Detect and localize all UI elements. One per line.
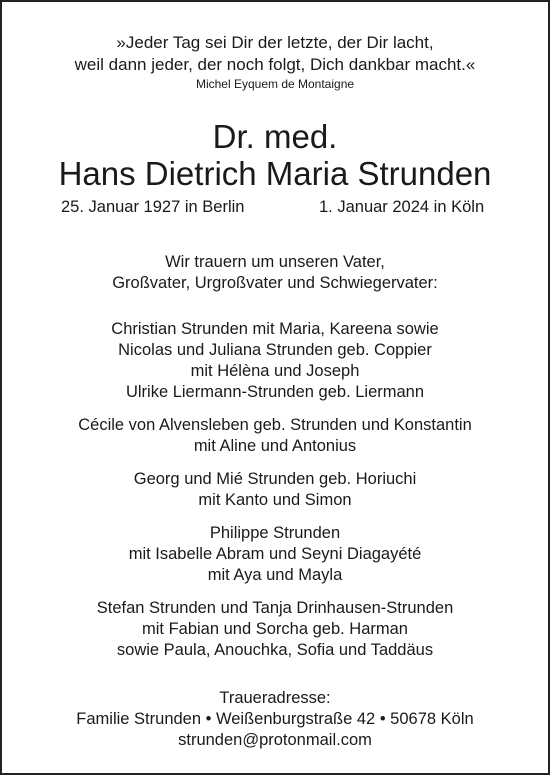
- email-address: strunden@protonmail.com: [178, 731, 372, 749]
- mourner-line: mit Hélèna und Joseph: [190, 362, 360, 380]
- intro-line: Wir trauern um unseren Vater,: [165, 253, 385, 271]
- quote-line: weil dann jeder, der noch folgt, Dich dankbar macht.«: [74, 55, 476, 74]
- mourner-line: Philippe Strunden: [209, 524, 341, 542]
- mourner-line: mit Aline und Antonius: [193, 437, 357, 455]
- quote-line: »Jeder Tag sei Dir der letzte, der Dir lacht,: [116, 33, 434, 52]
- mourner-line: Cécile von Alvensleben geb. Strunden und Konstantin: [78, 416, 472, 434]
- mourner-line: mit Kanto und Simon: [198, 491, 352, 509]
- mourning-intro: [0, 252, 550, 294]
- death-date: 1. Januar 2024 in Köln: [319, 198, 485, 216]
- mourner-group-3: [0, 469, 550, 511]
- deceased-name-heading: [0, 118, 550, 192]
- mourner-line: Nicolas und Juliana Strunden geb. Coppier: [118, 341, 432, 359]
- deceased-name: Hans Dietrich Maria Strunden: [58, 155, 492, 192]
- mourner-line: mit Aya und Mayla: [207, 566, 343, 584]
- mourner-line: mit Isabelle Abram und Seyni Diagayété: [128, 545, 422, 563]
- condolence-address: [0, 688, 550, 751]
- intro-line: Großvater, Urgroßvater und Schwiegervater:: [112, 274, 438, 292]
- mourner-line: Christian Strunden mit Maria, Kareena sowie: [111, 320, 439, 338]
- memorial-quote: [0, 32, 550, 76]
- mourner-line: sowie Paula, Anouchka, Sofia und Taddäus: [116, 641, 434, 659]
- mourner-group-4: [0, 523, 550, 586]
- address-heading: Traueradresse:: [219, 689, 331, 707]
- mourner-line: Stefan Strunden und Tanja Drinhausen-Strunden: [96, 599, 454, 617]
- address-line: Familie Strunden • Weißenburgstraße 42 • 50678 Köln: [76, 710, 474, 728]
- mourner-line: Ulrike Liermann-Strunden geb. Liermann: [125, 383, 425, 401]
- mourner-line: Georg und Mié Strunden geb. Horiuchi: [133, 470, 417, 488]
- mourner-group-5: [0, 598, 550, 661]
- quote-author: Michel Eyquem de Montaigne: [195, 77, 355, 91]
- mourner-group-1: [0, 319, 550, 403]
- mourner-group-2: [0, 415, 550, 457]
- mourner-line: mit Fabian und Sorcha geb. Harman: [142, 620, 408, 638]
- academic-title: Dr. med.: [212, 118, 338, 155]
- birth-date: 25. Januar 1927 in Berlin: [61, 198, 245, 216]
